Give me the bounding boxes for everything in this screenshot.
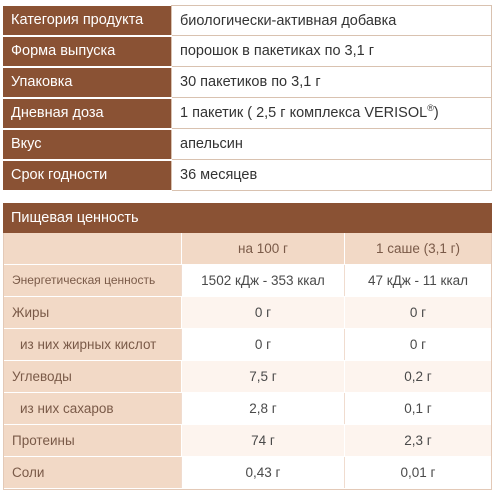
info-value: биологически-активная добавка <box>172 6 492 36</box>
info-row-flavor <box>3 129 492 160</box>
value-per-100g: 2,8 г <box>182 393 345 425</box>
value-per-sachet: 0,2 г <box>345 361 492 393</box>
info-label: Вкус <box>3 129 172 160</box>
info-value: апельсин <box>172 129 492 160</box>
info-label: Форма выпуска <box>3 36 172 67</box>
nutrition-title: Пищевая ценность <box>3 203 492 233</box>
dose-text: 1 пакетик ( 2,5 г комплекса VERISOL <box>180 105 428 121</box>
nutrient-name: Углеводы <box>4 361 182 393</box>
info-value: 30 пакетиков по 3,1 г <box>172 67 492 98</box>
nutrient-name: Жиры <box>4 297 182 329</box>
value-per-100g: 0,43 г <box>182 457 345 489</box>
info-value <box>172 98 492 129</box>
column-header-per-100g: на 100 г <box>182 233 345 265</box>
dose-tail: ) <box>433 105 439 121</box>
info-row-shelf-life <box>3 160 492 191</box>
nutrient-name: из них сахаров <box>4 393 182 425</box>
value-per-100g: 74 г <box>182 425 345 457</box>
nutrition-row-salt <box>4 457 491 489</box>
value-per-sachet: 0,1 г <box>345 393 492 425</box>
value-per-100g: 0 г <box>182 329 345 361</box>
nutrition-frame <box>3 233 492 490</box>
value-per-sachet: 47 кДж - 11 ккал <box>345 265 492 297</box>
nutrition-row-energy <box>4 265 491 297</box>
column-header-per-sachet: 1 саше (3,1 г) <box>345 233 492 265</box>
header-empty-cell <box>4 233 182 265</box>
value-per-sachet: 2,3 г <box>345 425 492 457</box>
nutrient-name: Соли <box>4 457 182 489</box>
info-label: Дневная доза <box>3 98 172 129</box>
info-row-form <box>3 36 492 67</box>
nutrition-row-protein <box>4 425 491 457</box>
nutrition-row-carbs <box>4 361 491 393</box>
value-per-100g: 1502 кДж - 353 ккал <box>182 265 345 297</box>
nutrient-name: из них жирных кислот <box>4 329 182 361</box>
nutrition-row-fatty-acids <box>4 329 491 361</box>
info-value: 36 месяцев <box>172 160 492 191</box>
nutrition-row-sugars <box>4 393 491 425</box>
info-label: Срок годности <box>3 160 172 191</box>
info-row-category <box>3 6 492 36</box>
info-row-daily-dose <box>3 98 492 129</box>
nutrition-header-row <box>4 233 491 265</box>
value-per-sachet: 0 г <box>345 297 492 329</box>
nutrient-name: Энергетическая ценность <box>4 265 182 297</box>
info-row-package <box>3 67 492 98</box>
info-label: Категория продукта <box>3 6 172 36</box>
info-value: порошок в пакетиках по 3,1 г <box>172 36 492 67</box>
nutrient-name: Протеины <box>4 425 182 457</box>
value-per-sachet: 0,01 г <box>345 457 492 489</box>
value-per-100g: 0 г <box>182 297 345 329</box>
value-per-sachet: 0 г <box>345 329 492 361</box>
product-info-table <box>3 5 492 192</box>
registered-mark: ® <box>427 103 434 114</box>
value-per-100g: 7,5 г <box>182 361 345 393</box>
info-label: Упаковка <box>3 67 172 98</box>
nutrition-table <box>3 203 492 490</box>
nutrition-row-fats <box>4 297 491 329</box>
